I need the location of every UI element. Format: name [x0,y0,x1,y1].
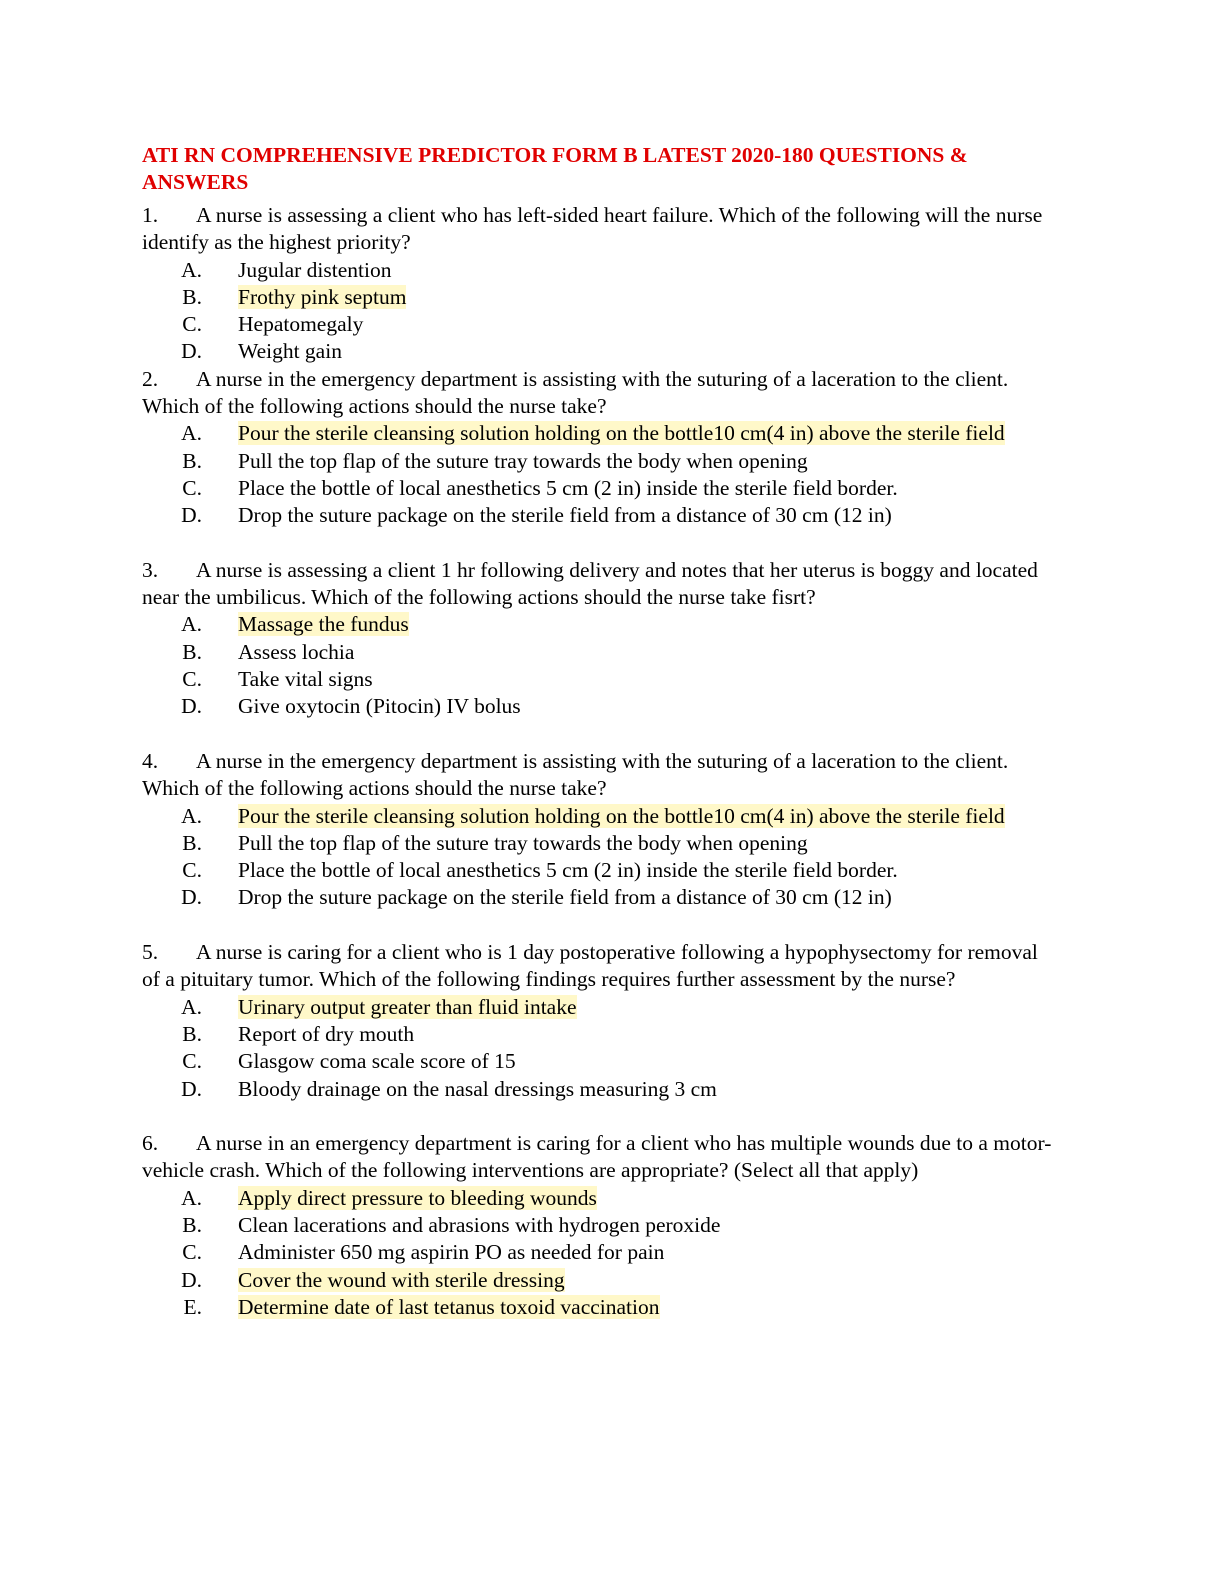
option-letter: C. [182,475,202,500]
question-stem: A nurse is assessing a client 1 hr following delivery and notes that her uterus is boggy and located near the umbilicus. Which of the following actions should the nurse take fisrt? [142,557,1038,610]
option-text: Take vital signs [238,667,373,692]
question-stem: A nurse in the emergency department is assisting with the suturing of a laceration to the client. Which of the following actions should the nurse take? [142,366,1009,419]
option-letter: A. [181,421,202,446]
answer-option [142,693,1052,720]
question-2 [142,366,1052,530]
correct-answer-text: Urinary output greater than fluid intake [238,994,577,1019]
option-letter: C. [182,1240,202,1265]
option-text-wrap [238,448,1052,475]
option-text: Report of dry mouth [238,1021,415,1046]
answer-options [142,420,1052,529]
question-text [142,366,1052,421]
option-text: Assess lochia [238,639,355,664]
option-letter: C. [182,858,202,883]
option-text: Place the bottle of local anesthetics 5 cm (2 in) inside the sterile field border. [238,858,898,883]
answer-options [142,803,1052,912]
option-text-wrap [238,311,1052,338]
question-stem: A nurse in an emergency department is caring for a client who has multiple wounds due to a motor-vehicle crash. Which of the following interventions are appropriate? (Select all that apply) [142,1131,1052,1183]
option-text-wrap [238,639,1052,666]
question-spacer [142,912,1052,939]
option-letter: E. [183,1294,202,1319]
question-text [142,1130,1052,1185]
answer-option [142,1267,1052,1294]
option-text-wrap [238,803,1052,830]
option-letter: A. [181,1185,202,1210]
correct-answer-text: Frothy pink septum [238,284,407,309]
answer-option [142,994,1052,1021]
question-number: 4. [142,748,159,773]
option-text-wrap [238,1185,1052,1212]
option-letter: B. [182,284,202,309]
option-text: Drop the suture package on the sterile field from a distance of 30 cm (12 in) [238,885,892,910]
option-text-wrap [238,1076,1052,1103]
answer-option [142,639,1052,666]
option-letter: C. [182,667,202,692]
answer-options [142,1185,1052,1321]
option-letter: D. [181,1267,202,1292]
option-letter: B. [182,830,202,855]
answer-option [142,1076,1052,1103]
answer-options [142,611,1052,720]
answer-option [142,1239,1052,1266]
option-text-wrap [238,666,1052,693]
option-text-wrap [238,611,1052,638]
option-letter: B. [182,1021,202,1046]
correct-answer-text: Apply direct pressure to bleeding wounds [238,1185,597,1210]
document-title: ATI RN COMPREHENSIVE PREDICTOR FORM B LATEST 2020-180 QUESTIONS & ANSWERS [142,143,968,194]
answer-option [142,338,1052,365]
option-text: Bloody drainage on the nasal dressings measuring 3 cm [238,1076,717,1101]
option-letter: D. [181,885,202,910]
answer-option [142,448,1052,475]
answer-option [142,857,1052,884]
question-spacer [142,721,1052,748]
question-text [142,939,1052,994]
document-page [142,142,1052,1321]
answer-option [142,830,1052,857]
question-stem: A nurse in the emergency department is assisting with the suturing of a laceration to the client. Which of the following actions should the nurse take? [142,748,1009,801]
option-text-wrap [238,338,1052,365]
question-text [142,748,1052,803]
answer-option [142,1048,1052,1075]
option-letter: A. [181,612,202,637]
option-letter: D. [181,694,202,719]
option-text: Drop the suture package on the sterile field from a distance of 30 cm (12 in) [238,503,892,528]
question-stem: A nurse is caring for a client who is 1 day postoperative following a hypophysectomy for removal of a pituitary tumor. Which of the following findings requires further assessment by the nurse? [142,940,1038,992]
question-number: 5. [142,940,159,965]
option-text-wrap [238,1212,1052,1239]
answer-option [142,884,1052,911]
question-spacer [142,530,1052,557]
question-4 [142,748,1052,912]
option-letter: C. [182,312,202,337]
question-text [142,557,1052,612]
option-letter: C. [182,1049,202,1074]
correct-answer-text: Pour the sterile cleansing solution holding on the bottle10 cm(4 in) above the sterile field [238,421,1005,446]
option-letter: D. [181,503,202,528]
question-number: 2. [142,366,159,391]
option-letter: A. [181,994,202,1019]
correct-answer-text: Cover the wound with sterile dressing [238,1267,565,1292]
option-text-wrap [238,1294,1052,1321]
answer-option [142,803,1052,830]
answer-option [142,1294,1052,1321]
option-text: Administer 650 mg aspirin PO as needed for pain [238,1240,665,1265]
answer-option [142,1185,1052,1212]
option-text: Clean lacerations and abrasions with hydrogen peroxide [238,1212,721,1237]
correct-answer-text: Determine date of last tetanus toxoid vaccination [238,1294,660,1319]
question-1 [142,202,1052,366]
question-6 [142,1130,1052,1321]
answer-option [142,1021,1052,1048]
option-text-wrap [238,1239,1052,1266]
answer-options [142,994,1052,1103]
option-text-wrap [238,1021,1052,1048]
question-number: 3. [142,557,159,582]
question-spacer [142,1103,1052,1130]
question-text [142,202,1052,257]
answer-options [142,257,1052,366]
answer-option [142,311,1052,338]
answer-option [142,475,1052,502]
option-text: Weight gain [238,339,342,364]
option-text-wrap [238,420,1052,447]
option-text: Pull the top flap of the suture tray towards the body when opening [238,830,808,855]
option-letter: B. [182,639,202,664]
option-text-wrap [238,994,1052,1021]
option-text: Glasgow coma scale score of 15 [238,1049,516,1074]
answer-option [142,420,1052,447]
option-text: Jugular distention [238,257,392,282]
option-text-wrap [238,884,1052,911]
answer-option [142,502,1052,529]
option-text: Give oxytocin (Pitocin) IV bolus [238,694,521,719]
correct-answer-text: Massage the fundus [238,612,409,637]
option-text-wrap [238,1048,1052,1075]
option-text-wrap [238,475,1052,502]
option-text-wrap [238,257,1052,284]
option-text: Place the bottle of local anesthetics 5 cm (2 in) inside the sterile field border. [238,475,898,500]
option-letter: B. [182,448,202,473]
option-text-wrap [238,693,1052,720]
answer-option [142,257,1052,284]
option-text-wrap [238,502,1052,529]
option-text-wrap [238,830,1052,857]
option-letter: A. [181,257,202,282]
question-5 [142,939,1052,1103]
option-text: Pull the top flap of the suture tray towards the body when opening [238,448,808,473]
question-stem: A nurse is assessing a client who has left-sided heart failure. Which of the following will the nurse identify as the highest priority? [142,203,1043,255]
option-letter: A. [181,803,202,828]
option-text-wrap [238,857,1052,884]
option-text-wrap [238,284,1052,311]
option-text: Hepatomegaly [238,312,364,337]
answer-option [142,1212,1052,1239]
question-number: 1. [142,203,159,227]
question-list [142,202,1052,1321]
answer-option [142,284,1052,311]
option-letter: D. [181,339,202,364]
option-text-wrap [238,1267,1052,1294]
question-3 [142,557,1052,721]
question-number: 6. [142,1131,159,1156]
answer-option [142,666,1052,693]
option-letter: D. [181,1076,202,1101]
option-letter: B. [182,1212,202,1237]
answer-option [142,611,1052,638]
correct-answer-text: Pour the sterile cleansing solution holding on the bottle10 cm(4 in) above the sterile field [238,803,1005,828]
